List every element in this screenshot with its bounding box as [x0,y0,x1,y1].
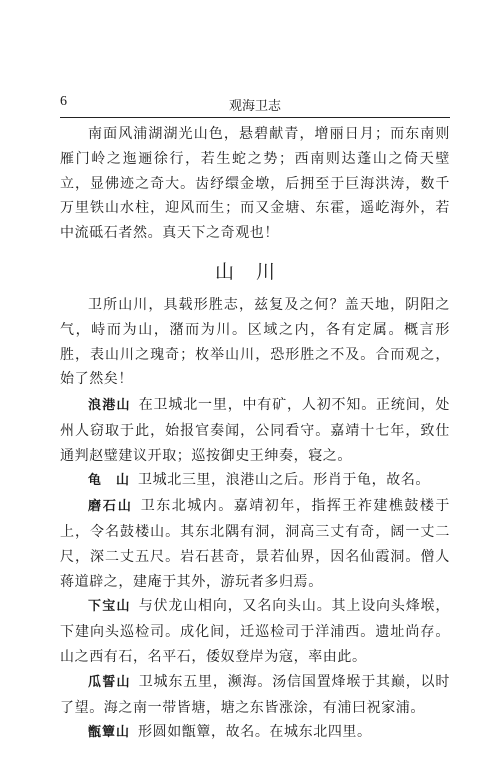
section-intro: 卫所山川，具载形胜志，兹复及之何？盖天地，阴阳之气，峙而为山，潴而为川。区域之内，各有定属。概言形胜，表山川之瑰奇；枚举山川，恐形胜之不及。合而观之，始了然矣！ [60,297,450,388]
entry-name: 甑簟山 [88,725,131,741]
entry-zengdian [60,720,450,746]
page-number: 6 [60,94,67,109]
entry-text: 卫城北三里，浪港山之后。形肖于龟，故名。 [138,472,431,489]
entries-list [60,393,450,746]
entry-name: 瓜誓山 [88,674,131,690]
section-intro-block [60,293,450,392]
running-title: 观海卫志 [228,99,281,114]
entry-text: 在卫城北一里，中有矿，人初不知。正统间，处州人窃取于此，始报官奏闻，公同看守。嘉靖十七年，致仕通判赵璧建议开取；巡按御史王绅奏，寝之。 [60,397,450,464]
entry-moshi [60,494,450,594]
entry-xiabao [60,594,450,669]
entry-name: 浪港山 [88,398,131,413]
page-header [60,94,450,116]
entry-name: 下宝山 [88,599,131,615]
entry-langgang [60,393,450,468]
entry-name: 磨石山 [88,499,133,515]
section-heading: 山 川 [214,261,284,283]
entry-name: 龟 山 [88,473,131,489]
entry-guashi [60,670,450,721]
entry-gui [60,468,450,494]
continuation-paragraph: 南面风浦湖湖光山色，悬碧献青，增丽日月；而东南则雁门岭之迤逦徐行，若生蛇之势；西南则达蓬山之倚天壁立，显佛迹之奇大。齿纾缳金墩，后拥至于巨海洪涛，数千万里铁山水柱，迎风而生；而又金塘、东霍，遥屹海外，若中流砥石者然。真天下之奇观也！ [60,126,450,242]
entry-text: 与伏龙山相向，又名向头山。其上设向头烽堠，下建向头巡检司。成化间，迁巡检司于洋浦西。遗址尚存。山之西有石，名平石，倭奴登岸为寇，率由此。 [60,598,450,665]
entry-text: 卫城东五里，濒海。汤信国置烽堠于其巅，以时了望。海之南一带皆塘，塘之东皆涨涂，有浦曰祝家浦。 [60,673,450,716]
entry-text: 形圆如甑簟，故名。在城东北四里。 [138,724,372,741]
entry-text: 卫东北城内。嘉靖初年，指挥王祚建樵鼓楼于上，令名鼓楼山。其东北隅有洞，洞高三丈有奇，阔一丈二尺，深二丈五尺。岩石甚奇，景若仙界，因名仙霞洞。僧人蒋道辟之，建庵于其外，游玩者多归焉。 [60,498,450,590]
continuation-block [60,122,450,246]
header-rule [60,117,450,118]
